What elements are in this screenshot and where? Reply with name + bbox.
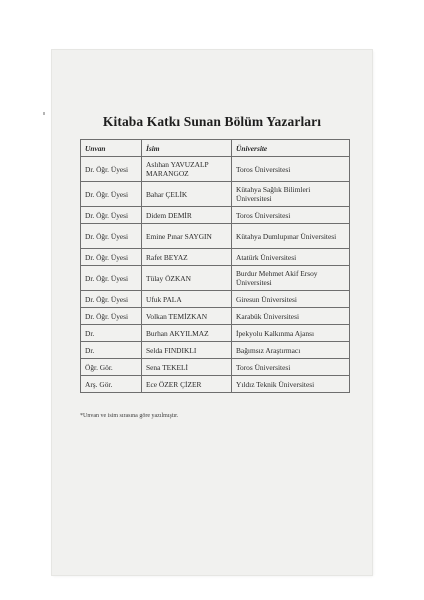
table-row: [81, 308, 350, 325]
cell-university: Yıldız Teknik Üniversitesi: [232, 376, 350, 393]
cell-name: Emine Pınar SAYGIN: [142, 224, 232, 249]
page-title: Kitaba Katkı Sunan Bölüm Yazarları: [102, 114, 322, 129]
cell-university: Bağımsız Araştırmacı: [232, 342, 350, 359]
cell-name: Tülay ÖZKAN: [142, 266, 232, 291]
cell-name: Ufuk PALA: [142, 291, 232, 308]
cell-title: Dr.: [81, 325, 142, 342]
cell-name: Burhan AKYILMAZ: [142, 325, 232, 342]
table-row: [81, 291, 350, 308]
cell-name: Rafet BEYAZ: [142, 249, 232, 266]
cell-name: Bahar ÇELİK: [142, 182, 232, 207]
cell-title: Dr. Öğr. Üyesi: [81, 182, 142, 207]
table-header-row: [81, 140, 350, 157]
table-row: [81, 249, 350, 266]
cell-name: Sena TEKELİ: [142, 359, 232, 376]
authors-table: [80, 139, 350, 393]
cell-university: Karabük Üniversitesi: [232, 308, 350, 325]
cell-university: Toros Üniversitesi: [232, 207, 350, 224]
cell-university: Burdur Mehmet Akif Ersoy Üniversitesi: [232, 266, 350, 291]
cell-name: Volkan TEMİZKAN: [142, 308, 232, 325]
cell-title: Dr. Öğr. Üyesi: [81, 249, 142, 266]
cell-name: Didem DEMİR: [142, 207, 232, 224]
table-row: [81, 376, 350, 393]
table-row: [81, 359, 350, 376]
cell-title: Arş. Gör.: [81, 376, 142, 393]
header-title: Unvan: [81, 140, 142, 157]
table-row: [81, 266, 350, 291]
table-row: [81, 224, 350, 249]
cell-title: Öğr. Gör.: [81, 359, 142, 376]
table-row: [81, 342, 350, 359]
cell-university: Kütahya Dumlupınar Üniversitesi: [232, 224, 350, 249]
cell-name: Aslıhan YAVUZALP MARANGOZ: [142, 157, 232, 182]
table-row: [81, 207, 350, 224]
cell-university: Atatürk Üniversitesi: [232, 249, 350, 266]
header-name: İsim: [142, 140, 232, 157]
cell-university: Toros Üniversitesi: [232, 157, 350, 182]
cell-name: Ece ÖZER ÇİZER: [142, 376, 232, 393]
cell-title: Dr. Öğr. Üyesi: [81, 207, 142, 224]
table-row: [81, 182, 350, 207]
cell-title: Dr.: [81, 342, 142, 359]
cell-university: Kütahya Sağlık Bilimleri Üniversitesi: [232, 182, 350, 207]
table-row: [81, 325, 350, 342]
cell-title: Dr. Öğr. Üyesi: [81, 291, 142, 308]
cell-university: Giresun Üniversitesi: [232, 291, 350, 308]
footnote: *Unvan ve isim sırasına göre yazılmıştır.: [80, 413, 179, 419]
table-row: [81, 157, 350, 182]
cell-university: Toros Üniversitesi: [232, 359, 350, 376]
cell-university: İpekyolu Kalkınma Ajansı: [232, 325, 350, 342]
page-speck: [43, 112, 45, 115]
cell-title: Dr. Öğr. Üyesi: [81, 266, 142, 291]
cell-name: Selda FINDIKLI: [142, 342, 232, 359]
book-page: [52, 50, 372, 575]
cell-title: Dr. Öğr. Üyesi: [81, 308, 142, 325]
cell-title: Dr. Öğr. Üyesi: [81, 157, 142, 182]
cell-title: Dr. Öğr. Üyesi: [81, 224, 142, 249]
header-university: Üniversite: [232, 140, 350, 157]
